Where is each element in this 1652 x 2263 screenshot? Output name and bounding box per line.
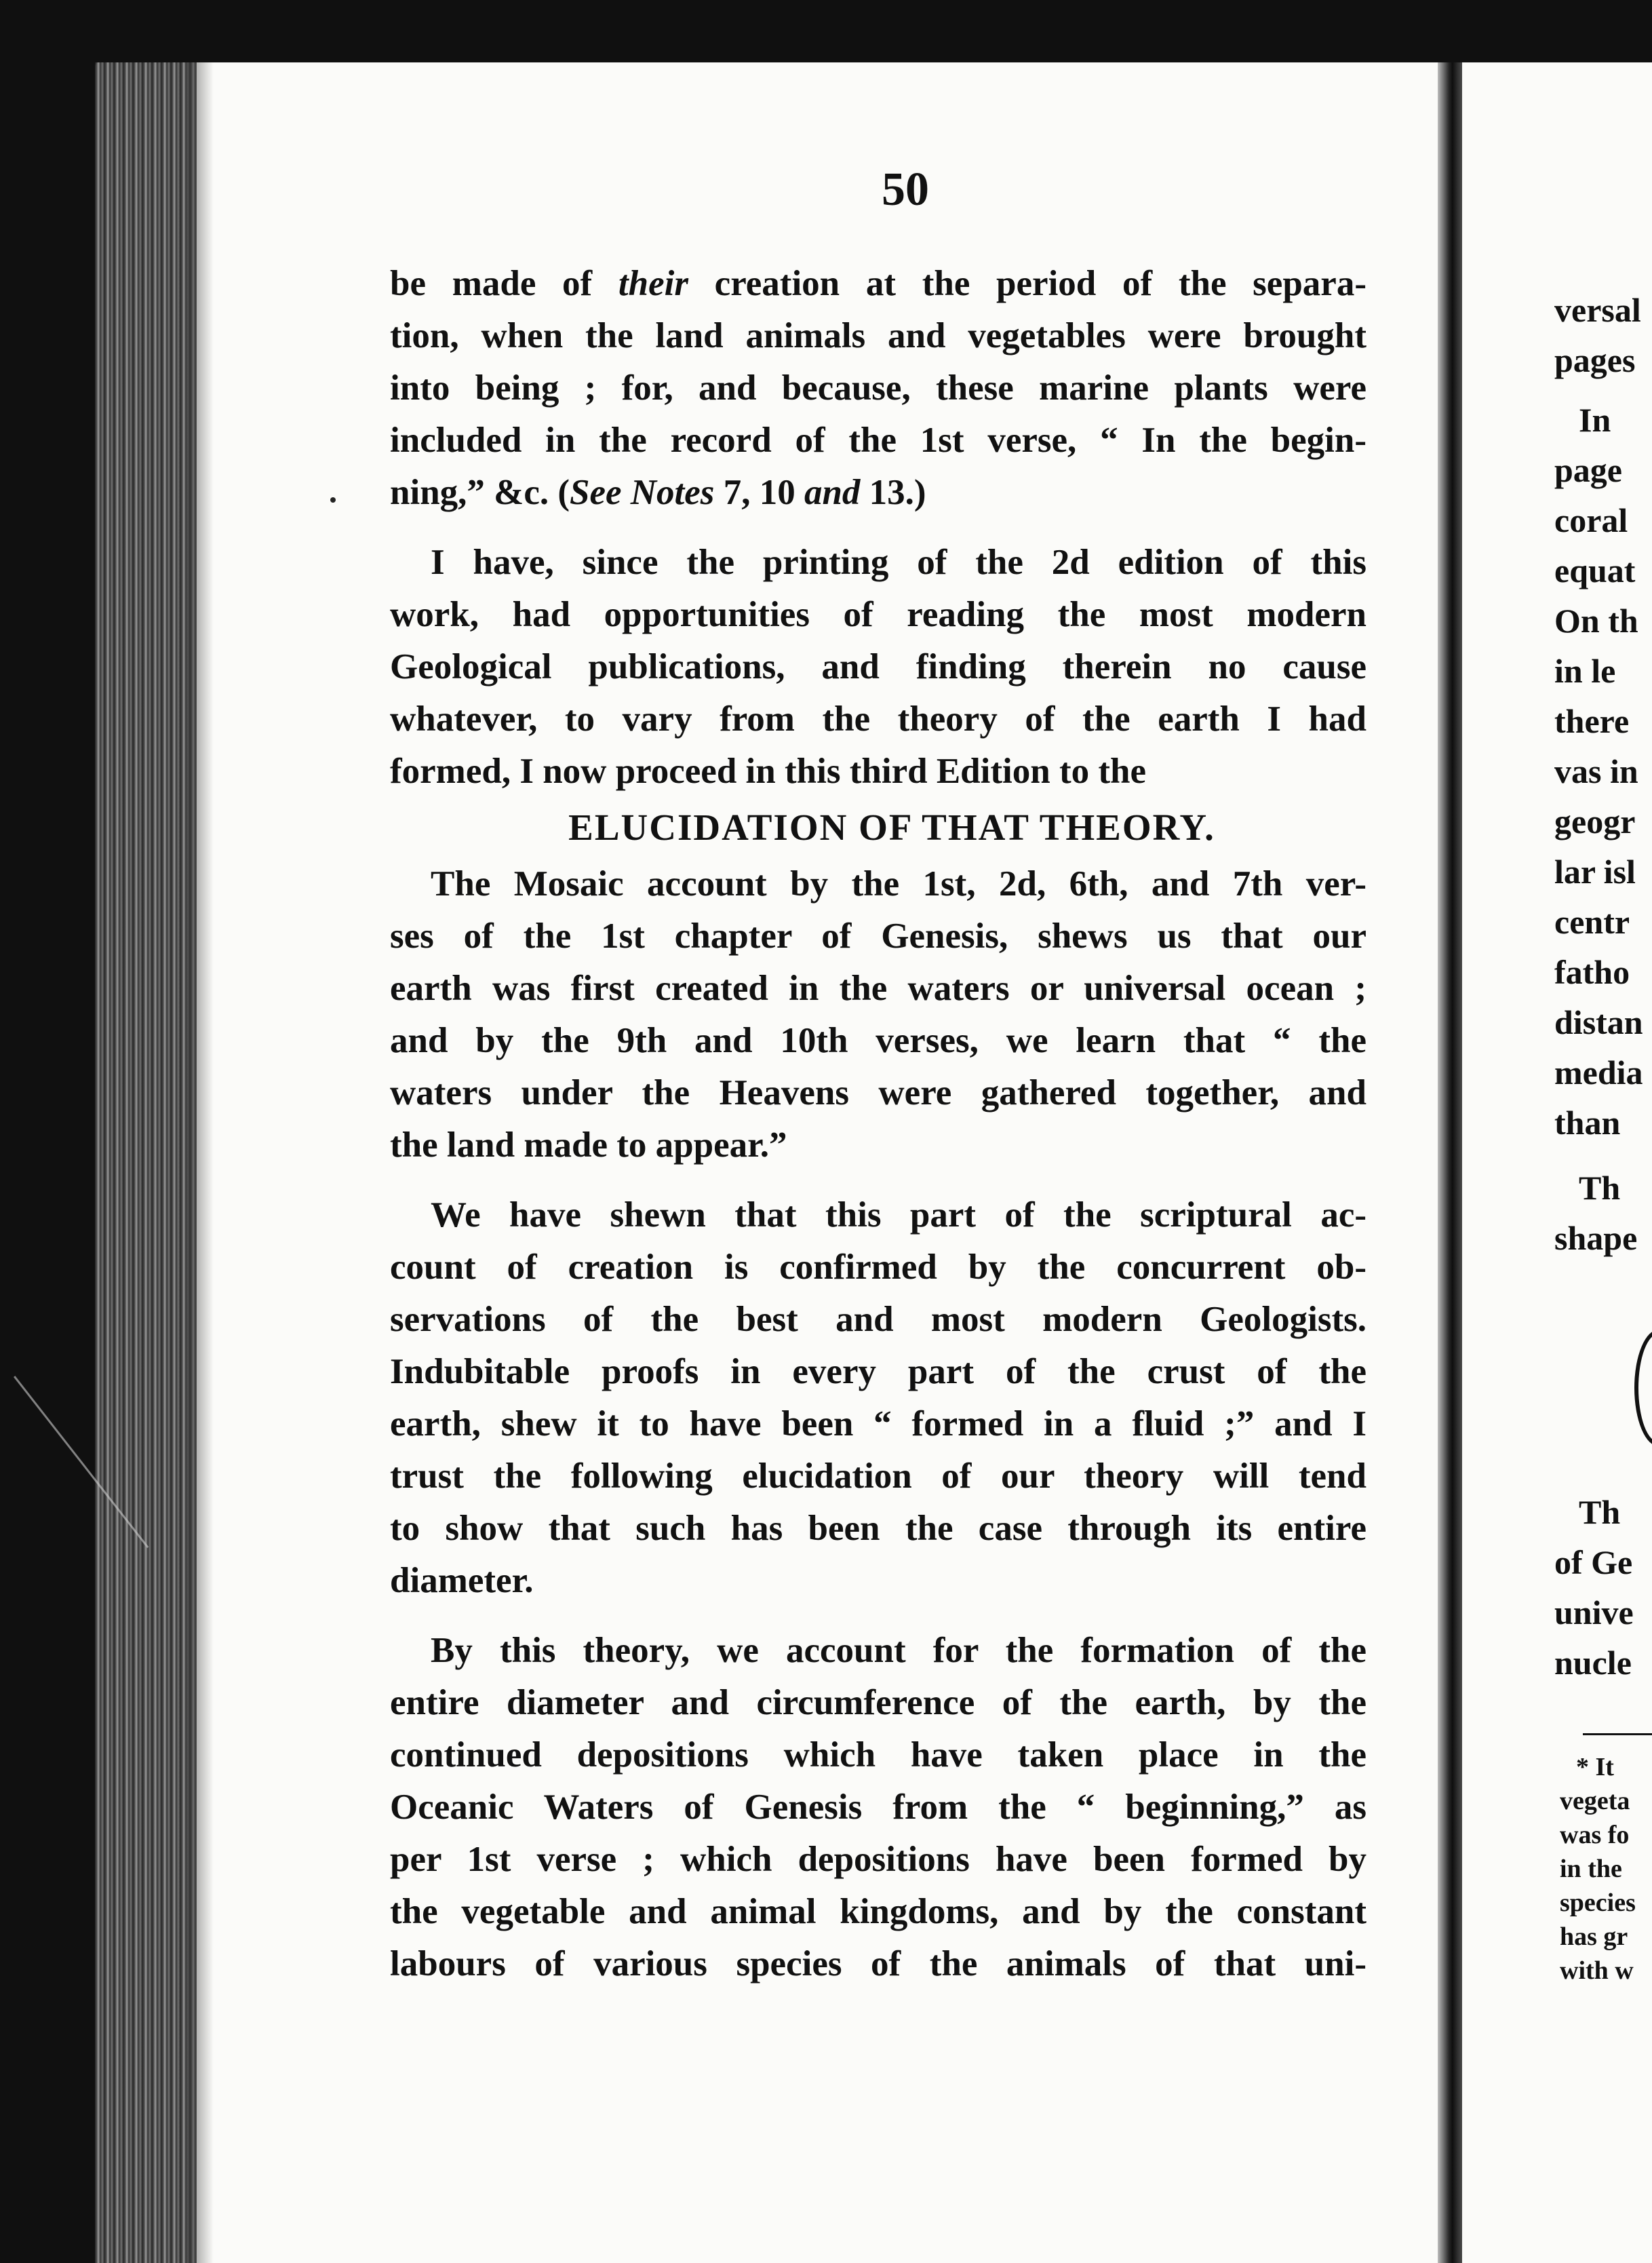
text-line: media: [1554, 1053, 1643, 1091]
text-line: ses of the 1st chapter of Genesis, shews us that our: [390, 916, 1366, 956]
text-line: be made of their creation at the period of the separa-: [390, 264, 1366, 303]
text-line: of Ge: [1554, 1543, 1633, 1581]
text-line: the land made to appear.”: [390, 1125, 787, 1165]
text-line: Oceanic Waters of Genesis from the “ beginning,” as: [390, 1787, 1366, 1827]
paragraph-continuation: [390, 258, 1366, 519]
text-line: Th: [1579, 1493, 1621, 1531]
text-line: In: [1579, 401, 1611, 439]
text-line: included in the record of the 1st verse, “ In the begin-: [390, 421, 1366, 460]
text-line: in le: [1554, 652, 1616, 690]
right-page-text: [1554, 285, 1652, 1688]
text-line: ning,” &c. (See Notes 7, 10 and 13.): [390, 473, 926, 512]
text-line: whatever, to vary from the theory of the earth I had: [390, 699, 1366, 739]
text-line: vegeta: [1560, 1787, 1630, 1815]
text-line: formed, I now proceed in this third Edition to the: [390, 752, 1147, 791]
text-line: there: [1554, 702, 1630, 740]
page-number: 50: [882, 163, 929, 216]
text-line: continued depositions which have taken place in the: [390, 1735, 1366, 1775]
right-page-footnote: [1560, 1750, 1652, 1988]
margin-dot: [330, 497, 336, 503]
book-gutter: [1438, 62, 1462, 2263]
text-line: We have shewn that this part of the scriptural ac-: [431, 1195, 1366, 1235]
text-line: distan: [1554, 1003, 1643, 1041]
text-line: has gr: [1560, 1922, 1628, 1951]
text-line: earth, shew it to have been “ formed in a fluid ;” and I: [390, 1404, 1366, 1444]
text-line: coral: [1554, 501, 1628, 539]
text-line: servations of the best and most modern Geologists.: [390, 1300, 1366, 1339]
text-line: into being ; for, and because, these marine plants were: [390, 368, 1366, 408]
text-line: On th: [1554, 602, 1638, 640]
text-line: work, had opportunities of reading the most modern: [390, 595, 1366, 634]
text-line: lar isl: [1554, 853, 1636, 891]
footnote-rule: [1583, 1733, 1652, 1735]
text-line: and by the 9th and 10th verses, we learn that “ the: [390, 1021, 1366, 1060]
text-line: The Mosaic account by the 1st, 2d, 6th, and 7th ver-: [431, 864, 1366, 904]
text-line: count of creation is confirmed by the concurrent ob-: [390, 1247, 1366, 1287]
text-line: * It: [1576, 1753, 1614, 1781]
text-line: fatho: [1554, 953, 1630, 991]
text-line: diameter.: [390, 1561, 534, 1600]
text-line: than: [1554, 1104, 1621, 1142]
text-line: unive: [1554, 1593, 1634, 1631]
page-edge-stack: [95, 62, 197, 2263]
text-line: the vegetable and animal kingdoms, and by the constant: [390, 1892, 1366, 1931]
text-line: versal: [1554, 291, 1641, 329]
paragraph-mosaic-account: [390, 858, 1366, 1172]
paragraph-scriptural-account: [390, 1189, 1366, 1607]
text-line: to show that such has been the case through its entire: [390, 1509, 1366, 1548]
paragraph-second-edition: [390, 537, 1366, 798]
text-line: Indubitable proofs in every part of the crust of the: [390, 1352, 1366, 1391]
text-line: centr: [1554, 903, 1630, 941]
text-line: pages: [1554, 341, 1636, 379]
text-line: earth was first created in the waters or universal ocean ;: [390, 969, 1366, 1008]
text-line: By this theory, we account for the formation of the: [431, 1631, 1366, 1670]
left-page-text: [390, 163, 1366, 1990]
text-line: with w: [1560, 1956, 1634, 1985]
text-line: I have, since the printing of the 2d edition of this: [431, 543, 1366, 582]
text-line: equat: [1554, 552, 1636, 589]
text-line: Th: [1579, 1169, 1621, 1207]
section-heading: ELUCIDATION OF THAT THEORY.: [568, 807, 1215, 848]
text-line: labours of various species of the animals of that uni-: [390, 1944, 1366, 1984]
text-line: entire diameter and circumference of the earth, by the: [390, 1683, 1366, 1722]
text-line: tion, when the land animals and vegetables were brought: [390, 316, 1366, 355]
text-line: was fo: [1560, 1821, 1630, 1849]
text-line: in the: [1560, 1855, 1622, 1883]
text-line: vas in: [1554, 752, 1638, 790]
text-line: species: [1560, 1889, 1636, 1917]
text-line: page: [1554, 451, 1622, 489]
text-line: waters under the Heavens were gathered together, and: [390, 1073, 1366, 1113]
text-line: Geological publications, and finding therein no cause: [390, 647, 1366, 686]
text-line: nucle: [1554, 1644, 1632, 1682]
page-edge-shadow: [186, 62, 214, 2263]
text-line: trust the following elucidation of our theory will tend: [390, 1456, 1366, 1496]
text-line: per 1st verse ; which depositions have been formed by: [390, 1840, 1366, 1879]
text-line: shape: [1554, 1219, 1638, 1257]
paragraph-theory: [390, 1625, 1366, 1990]
text-line: geogr: [1554, 802, 1636, 840]
